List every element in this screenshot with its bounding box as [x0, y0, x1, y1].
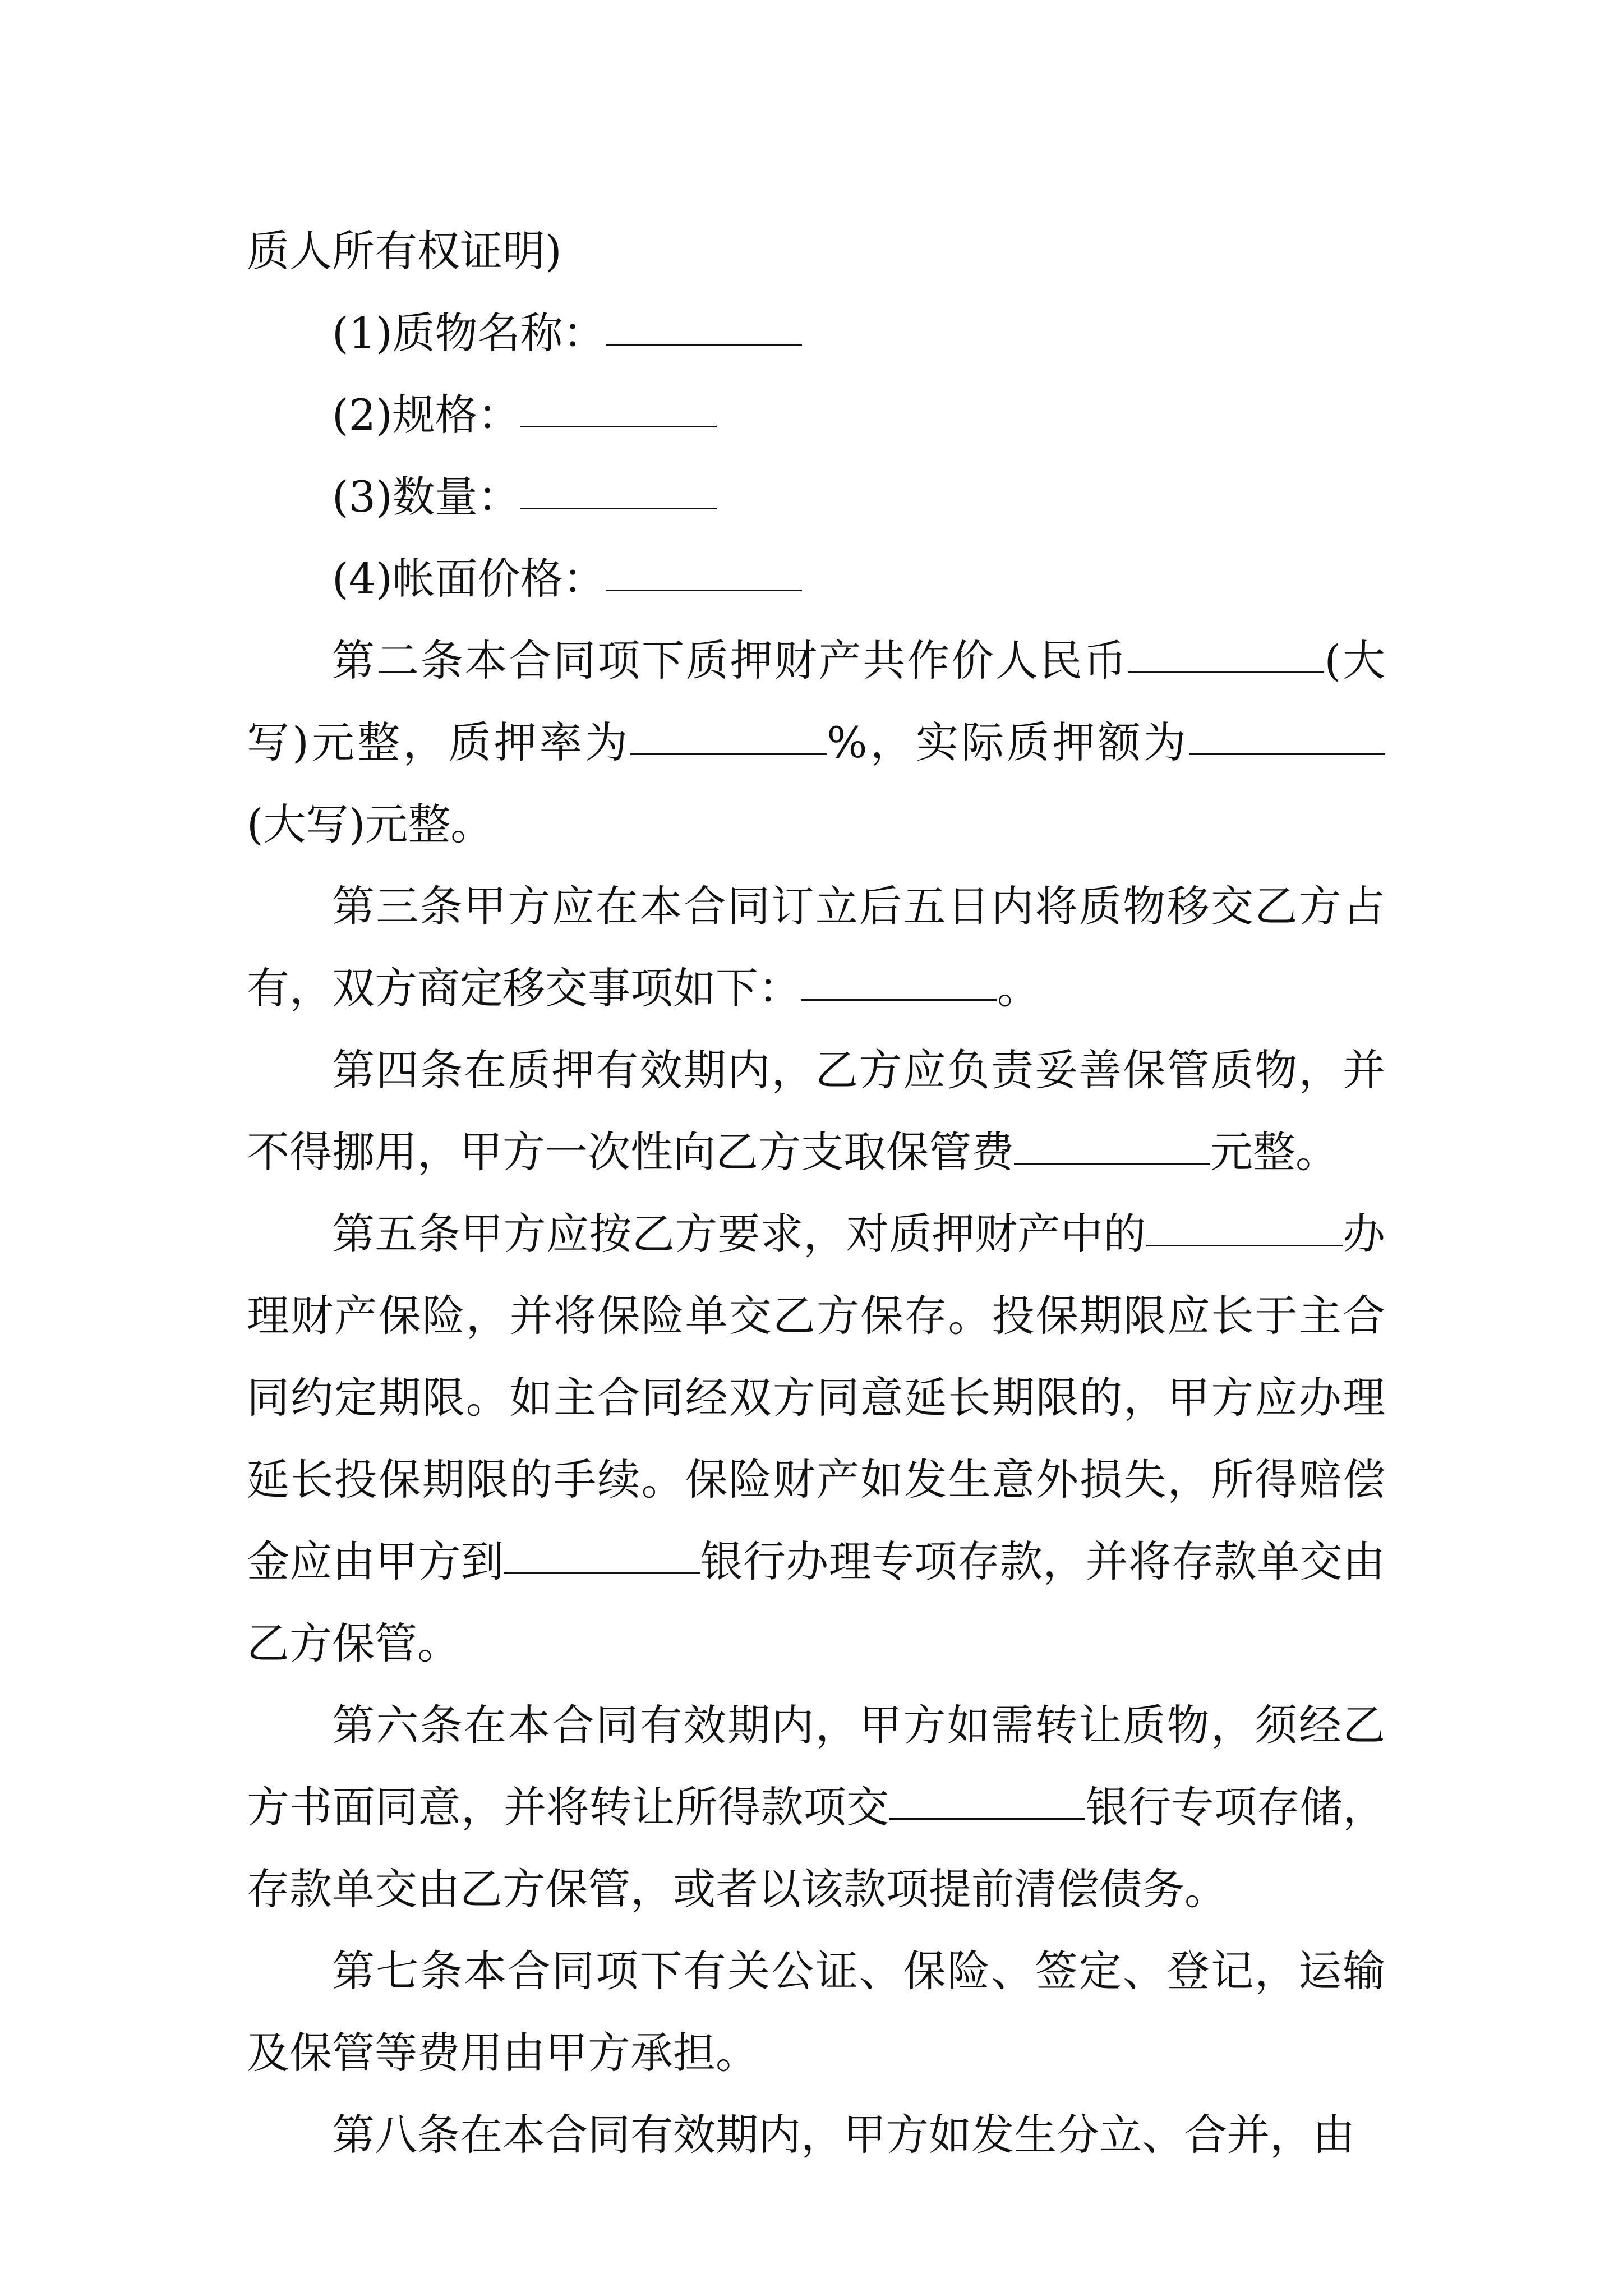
fill-blank [520, 425, 717, 427]
article-3 [247, 866, 1385, 1029]
fill-blank [1146, 1244, 1343, 1246]
fill-blank [606, 343, 802, 346]
article-2 [247, 620, 1385, 866]
article-text: 第三条甲方应在本合同订立后五日内将质物移交乙方占有，双方商定移交事项如下： [247, 881, 1385, 1013]
continuation-line [247, 210, 1385, 292]
fill-blank [889, 1818, 1085, 1820]
article-text: 银行办理专项存款，并将存款单交由乙方保管。 [247, 1536, 1386, 1668]
article-text: %，实际质押额为 [827, 717, 1189, 767]
article-text: (大写)元整，质押率为 [247, 636, 1385, 767]
fill-blank [1128, 671, 1324, 673]
item-label: (4)帐面价格： [332, 554, 606, 604]
article-text: 第二条本合同项下质押财产共作价人民币 [332, 636, 1128, 685]
fill-blank [801, 999, 997, 1001]
article-text: 第四条在质押有效期内，乙方应负责妥善保管质物，并不得挪用，甲方一次性向乙方支取保管费 [247, 1045, 1385, 1177]
article-text: (大写)元整。 [247, 799, 494, 849]
continuation-text: 质人所有权证明) [247, 226, 562, 276]
article-7 [247, 1930, 1385, 2094]
fill-blank [606, 589, 802, 591]
article-text: 元整。 [1210, 1127, 1338, 1177]
article-text: 。 [997, 963, 1040, 1013]
article-text: 第七条本合同项下有关公证、保险、签定、登记，运输及保管等费用由甲方承担。 [247, 1946, 1385, 2078]
document-page [247, 210, 1385, 2176]
fill-blank [520, 507, 717, 509]
fill-blank [1189, 753, 1385, 755]
article-4 [247, 1029, 1385, 1193]
item-pledge-name [247, 292, 1385, 374]
article-8 [247, 2094, 1385, 2176]
article-5 [247, 1193, 1385, 1685]
article-text: 第五条甲方应按乙方要求，对质押财产中的 [332, 1209, 1146, 1259]
item-spec [247, 374, 1385, 456]
item-label: (1)质物名称： [332, 308, 606, 358]
article-text: 银行专项存储，存款单交由乙方保管，或者以该款项提前清偿债务。 [247, 1782, 1386, 1914]
item-label: (3)数量： [332, 472, 520, 522]
fill-blank [1014, 1162, 1210, 1165]
item-label: (2)规格： [332, 390, 520, 440]
article-text: 第八条在本合同有效期内，甲方如发生分立、合并，由 [332, 2110, 1355, 2160]
article-text: 第六条在本合同有效期内，甲方如需转让质物，须经乙方书面同意，并将转让所得款项交 [247, 1700, 1385, 1832]
fill-blank [630, 753, 827, 755]
item-quantity [247, 456, 1385, 538]
fill-blank [504, 1572, 700, 1574]
item-book-value [247, 538, 1385, 620]
article-6 [247, 1685, 1385, 1930]
article-text: 办理财产保险，并将保险单交乙方保存。投保期限应长于主合同约定期限。如主合同经双方同意延长期限的，甲方应办理延长投保期限的手续。保险财产如发生意外损失，所得赔偿金应由甲方到 [247, 1209, 1386, 1586]
